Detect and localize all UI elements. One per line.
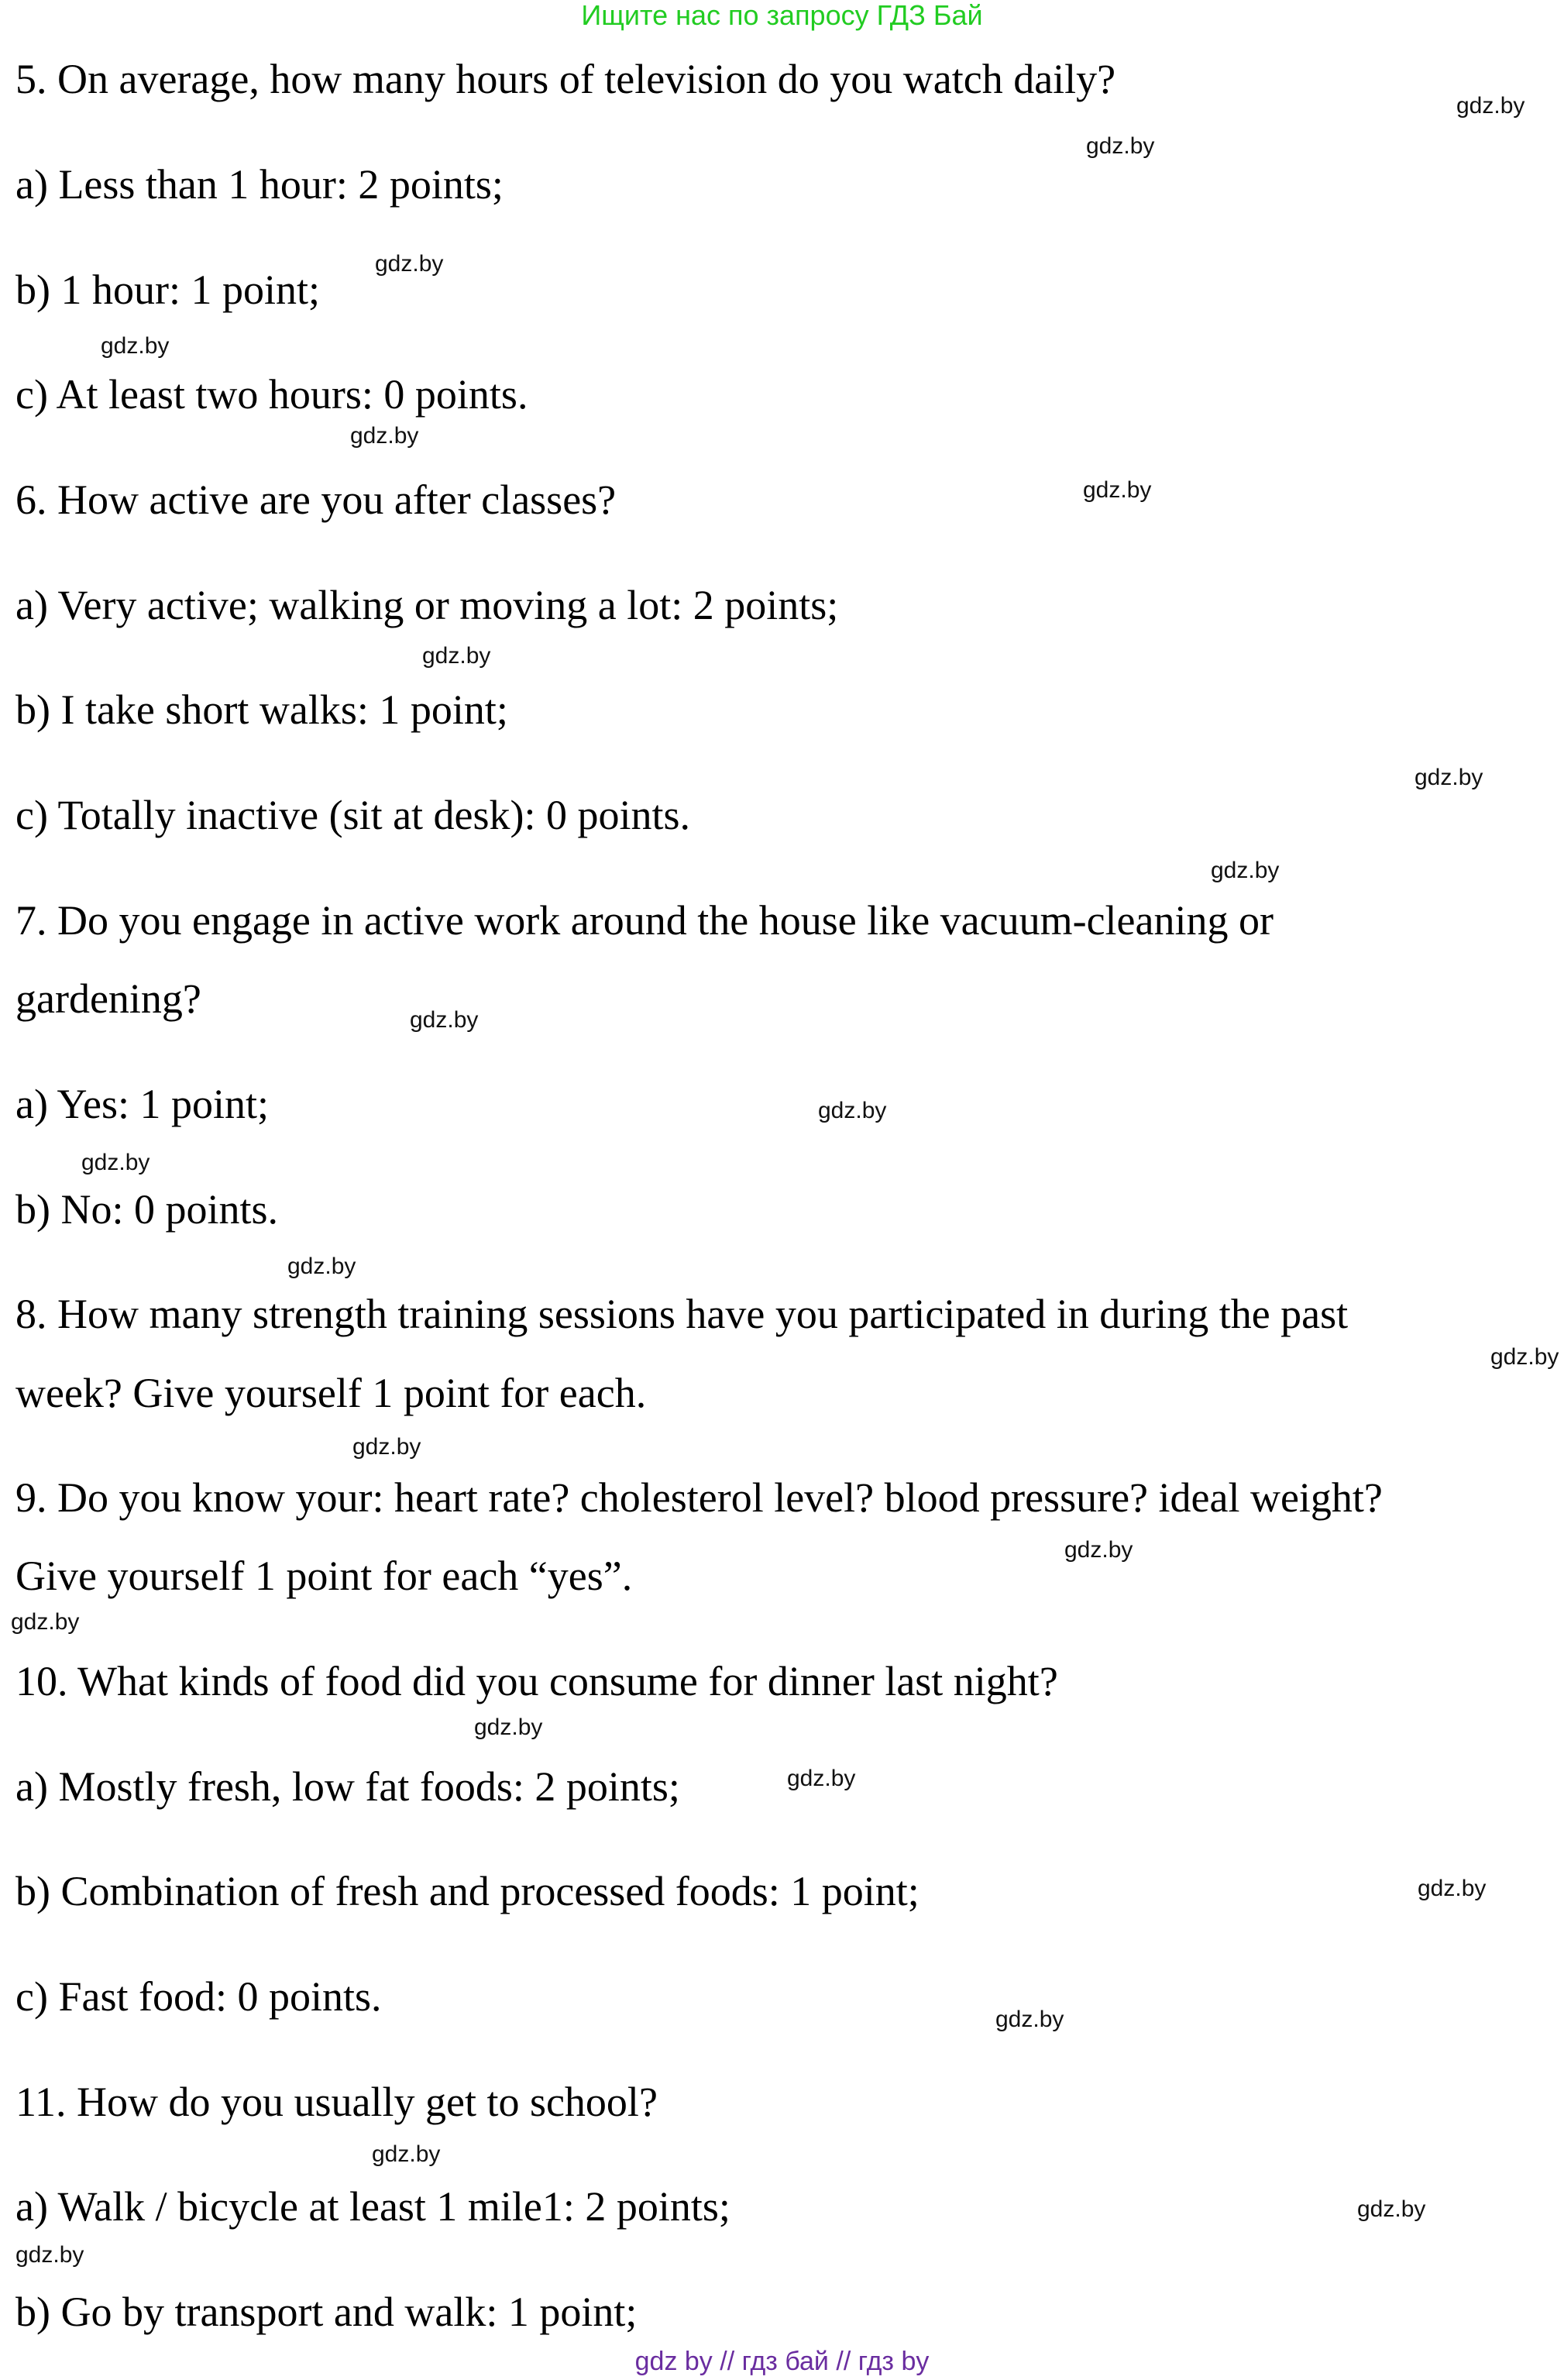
watermark: gdz.by [818, 1098, 887, 1123]
watermark: gdz.by [995, 2007, 1064, 2032]
question-7-continued: gardening? [15, 975, 201, 1022]
question-5-option-c: c) At least two hours: 0 points. [15, 371, 528, 418]
watermark: gdz.by [1456, 93, 1525, 119]
question-8-continued: week? Give yourself 1 point for each. [15, 1370, 647, 1416]
watermark: gdz.by [15, 2242, 84, 2268]
question-5-option-a: a) Less than 1 hour: 2 points; [15, 161, 504, 208]
watermark: gdz.by [787, 1766, 856, 1791]
watermark: gdz.by [1414, 765, 1483, 790]
watermark: gdz.by [1211, 858, 1280, 883]
question-10: 10. What kinds of food did you consume for dinner last night? [15, 1658, 1058, 1704]
watermark: gdz.by [1086, 133, 1155, 159]
question-6: 6. How active are you after classes? [15, 476, 617, 523]
footer-links[interactable]: gdz by // гдз бай // гдз by [634, 2347, 930, 2376]
question-6-option-b: b) I take short walks: 1 point; [15, 686, 508, 733]
watermark: gdz.by [1083, 477, 1152, 503]
question-10-option-b: b) Combination of fresh and processed foods: 1 point; [15, 1868, 919, 1914]
question-11-option-a: a) Walk / bicycle at least 1 mile1: 2 points; [15, 2183, 730, 2230]
question-7-option-a: a) Yes: 1 point; [15, 1081, 270, 1127]
question-9: 9. Do you know your: heart rate? cholesterol level? blood pressure? ideal weight? [15, 1474, 1383, 1521]
watermark: gdz.by [410, 1007, 479, 1033]
question-5-option-b: b) 1 hour: 1 point; [15, 267, 320, 313]
question-8: 8. How many strength training sessions have you participated in during the past [15, 1291, 1349, 1337]
watermark: gdz.by [474, 1714, 543, 1740]
question-10-option-c: c) Fast food: 0 points. [15, 1973, 382, 2020]
question-7: 7. Do you engage in active work around the house like vacuum-cleaning or [15, 897, 1274, 944]
question-9-continued: Give yourself 1 point for each “yes”. [15, 1553, 633, 1599]
watermark: gdz.by [375, 251, 444, 277]
watermark: gdz.by [81, 1150, 150, 1175]
question-7-option-b: b) No: 0 points. [15, 1186, 279, 1233]
question-6-option-c: c) Totally inactive (sit at desk): 0 points. [15, 792, 691, 838]
watermark: gdz.by [11, 1609, 80, 1635]
watermark: gdz.by [287, 1254, 356, 1279]
watermark: gdz.by [101, 333, 170, 359]
watermark: gdz.by [1064, 1537, 1133, 1563]
watermark: gdz.by [352, 1434, 421, 1460]
question-11-option-b: b) Go by transport and walk: 1 point; [15, 2289, 638, 2335]
watermark: gdz.by [1490, 1344, 1559, 1370]
watermark: gdz.by [1418, 1876, 1487, 1901]
top-banner[interactable]: Ищите нас по запросу ГДЗ Бай [581, 0, 983, 31]
watermark: gdz.by [350, 423, 419, 449]
watermark: gdz.by [372, 2141, 441, 2167]
question-6-option-a: a) Very active; walking or moving a lot: 2 points; [15, 582, 839, 628]
question-10-option-a: a) Mostly fresh, low fat foods: 2 points; [15, 1763, 680, 1810]
watermark: gdz.by [422, 643, 491, 669]
question-11: 11. How do you usually get to school? [15, 2079, 658, 2125]
question-5: 5. On average, how many hours of television do you watch daily? [15, 56, 1116, 102]
watermark: gdz.by [1357, 2196, 1426, 2222]
